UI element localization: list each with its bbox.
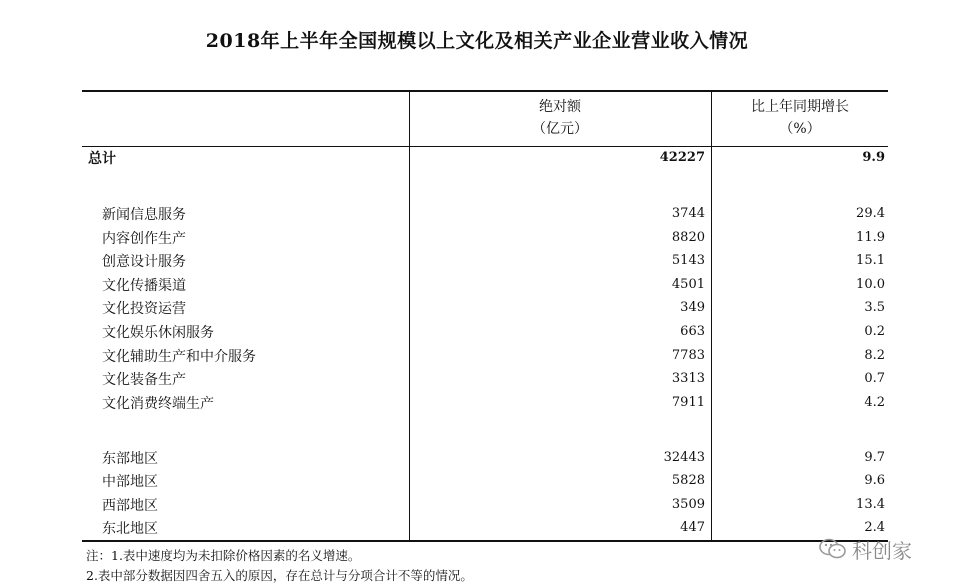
region-row-label: 东部地区 [102,451,158,467]
revenue-table [82,90,888,542]
region-row-amount: 32443 [663,450,705,465]
industry-row-label: 新闻信息服务 [102,207,186,223]
industry-row-growth: 29.4 [856,206,885,221]
table-title: 2018年上半年全国规模以上文化及相关产业企业营业收入情况 [205,30,749,52]
industry-row-label: 文化娱乐休闲服务 [102,325,214,341]
industry-row-amount: 663 [680,324,705,339]
industry-row-growth: 15.1 [856,253,885,268]
wechat-icon [818,537,848,561]
industry-row-growth: 3.5 [864,300,885,315]
watermark-text: 科创家 [852,538,912,563]
total-label: 总计 [88,151,116,167]
table-bottom-rule [82,540,888,542]
industry-row-amount: 5143 [671,253,705,268]
industry-row-growth: 0.2 [864,324,885,339]
region-row-growth: 2.4 [864,520,885,535]
industry-row-growth: 10.0 [856,277,885,292]
industry-row-growth: 4.2 [864,395,885,410]
growth-column-header [712,96,888,140]
industry-row-label: 文化消费终端生产 [102,396,214,412]
table-top-rule [82,90,888,92]
footnote-1: 注：1.表中速度均为未扣除价格因素的名义增速。 [86,548,361,563]
industry-row-label: 创意设计服务 [102,254,186,270]
industry-row-label: 文化辅助生产和中介服务 [102,349,256,365]
header-bottom-rule [82,146,888,147]
growth-header-unit: （%） [779,121,821,137]
industry-row-amount: 7911 [671,395,705,410]
region-row-label: 西部地区 [102,498,158,514]
total-growth: 9.9 [862,150,885,165]
industry-row-amount: 3744 [671,206,705,221]
total-amount: 42227 [659,150,705,165]
industry-row-amount: 349 [680,300,705,315]
watermark [818,534,912,564]
industry-row-growth: 0.7 [864,371,885,386]
region-row-growth: 9.7 [864,450,885,465]
industry-row-label: 内容创作生产 [102,231,186,247]
region-row-growth: 13.4 [856,497,885,512]
amount-header-unit: （亿元） [532,121,588,137]
amount-header-label: 绝对额 [539,99,581,115]
industry-row-amount: 4501 [671,277,705,292]
industry-row-growth: 8.2 [864,348,885,363]
region-row-label: 东北地区 [102,521,158,537]
industry-row-label: 文化投资运营 [102,301,186,317]
growth-header-label: 比上年同期增长 [751,99,849,115]
region-row-amount: 5828 [671,473,705,488]
region-row-label: 中部地区 [102,474,158,490]
industry-row-amount: 3313 [671,371,705,386]
industry-row-label: 文化装备生产 [102,372,186,388]
industry-row-amount: 8820 [671,230,705,245]
amount-column-header [410,96,710,140]
industry-row-amount: 7783 [671,348,705,363]
industry-row-label: 文化传播渠道 [102,278,186,294]
region-row-amount: 3509 [671,497,705,512]
region-row-amount: 447 [680,520,705,535]
industry-row-growth: 11.9 [856,230,885,245]
region-row-growth: 9.6 [864,473,885,488]
footnote-2: 2.表中部分数据因四舍五入的原因，存在总计与分项合计不等的情况。 [86,568,473,583]
